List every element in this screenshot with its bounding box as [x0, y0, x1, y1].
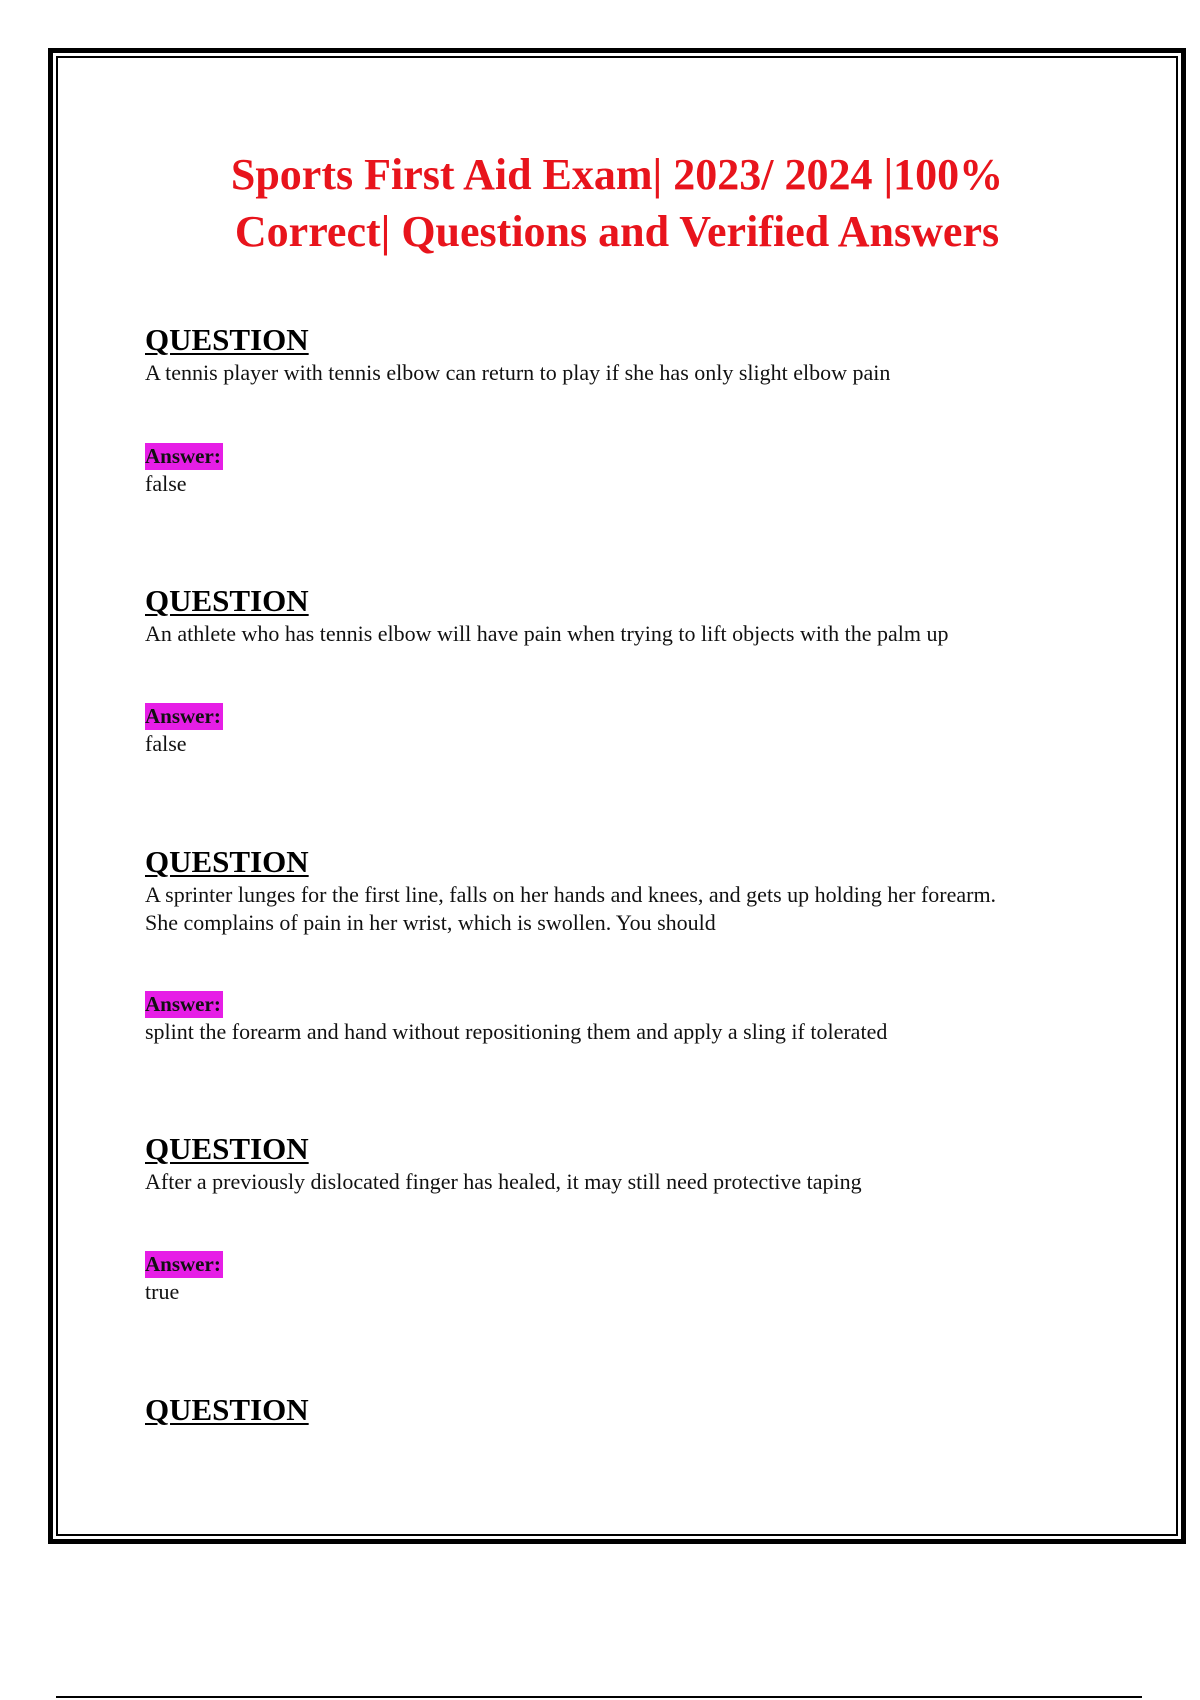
question-text-line-2: She complains of pain in her wrist, which is swollen. You should: [145, 910, 716, 935]
question-text-line-1: A sprinter lunges for the first line, falls on her hands and knees, and gets up holding her forearm.: [145, 882, 997, 907]
question-heading: QUESTION: [145, 583, 309, 618]
answer-text: false: [145, 471, 187, 496]
answer-text: false: [145, 731, 187, 756]
footer-divider: [56, 1696, 1142, 1698]
qa-item-4: [145, 1132, 1115, 1196]
answer-block-2: [145, 703, 1115, 758]
qa-item-5: [145, 1393, 1115, 1427]
question-text: An athlete who has tennis elbow will have pain when trying to lift objects with the palm up: [145, 621, 949, 646]
answer-block-4: [145, 1251, 1115, 1306]
answer-block-1: [145, 443, 1115, 498]
document-title: [110, 146, 1124, 260]
question-text: After a previously dislocated finger has healed, it may still need protective taping: [145, 1169, 862, 1194]
answer-text: splint the forearm and hand without repositioning them and apply a sling if tolerated: [145, 1019, 888, 1044]
question-heading: QUESTION: [145, 844, 309, 879]
question-text: A tennis player with tennis elbow can return to play if she has only slight elbow pain: [145, 360, 891, 385]
title-line-1: Sports First Aid Exam| 2023/ 2024 |100%: [230, 150, 1004, 199]
page-border-inner: [56, 56, 1178, 1536]
qa-item-1: [145, 323, 1115, 387]
page-border: [48, 48, 1186, 1544]
title-line-2: Correct| Questions and Verified Answers: [234, 207, 1000, 256]
answer-text: true: [145, 1279, 180, 1304]
answer-label: Answer:: [145, 992, 221, 1016]
answer-label: Answer:: [145, 1252, 221, 1276]
answer-label: Answer:: [145, 704, 221, 728]
question-heading: QUESTION: [145, 1392, 309, 1427]
answer-block-3: [145, 991, 1115, 1046]
question-heading: QUESTION: [145, 1131, 309, 1166]
qa-item-3: [145, 845, 1115, 937]
qa-item-2: [145, 584, 1115, 648]
answer-label: Answer:: [145, 444, 221, 468]
question-heading: QUESTION: [145, 322, 309, 357]
